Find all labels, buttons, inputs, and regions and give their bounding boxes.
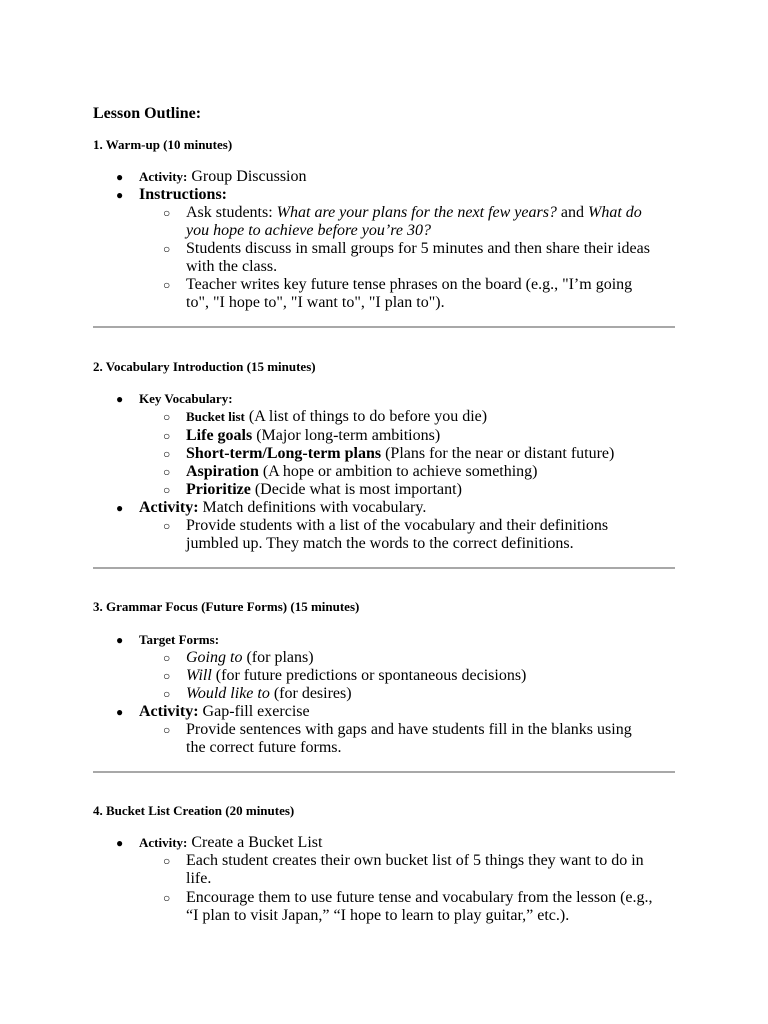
- bullet-icon: ●: [116, 836, 124, 850]
- s3-activity-detail-cont: the correct future forms.: [186, 739, 342, 756]
- bullet-icon: ●: [116, 170, 124, 184]
- vocab-item: Short-term/Long-term plans (Plans for the near or distant future): [186, 445, 615, 462]
- s1-instruction-3-cont: to", "I hope to", "I want to", "I plan to").: [186, 294, 445, 311]
- vocab-item: Life goals (Major long-term ambitions): [186, 427, 441, 444]
- circle-bullet-icon: ○: [163, 278, 171, 292]
- section-3-title: 3. Grammar Focus (Future Forms) (15 minutes): [93, 599, 360, 614]
- circle-bullet-icon: ○: [163, 429, 171, 443]
- s1-instruction-2-cont: with the class.: [186, 258, 278, 275]
- circle-bullet-icon: ○: [163, 410, 171, 424]
- s1-instruction-1-cont: you hope to achieve before you’re 30?: [186, 222, 431, 239]
- s1-instruction-3: Teacher writes key future tense phrases on the board (e.g., "I’m going: [186, 276, 633, 293]
- form-item: Will (for future predictions or spontaneous decisions): [186, 667, 527, 684]
- bullet-icon: ●: [116, 392, 124, 406]
- circle-bullet-icon: ○: [163, 723, 171, 737]
- bullet-icon: ●: [116, 705, 124, 719]
- circle-bullet-icon: ○: [163, 447, 171, 461]
- bullet-icon: ●: [116, 188, 124, 202]
- s4-activity: Activity: Create a Bucket List: [139, 834, 323, 851]
- form-item: Would like to (for desires): [186, 685, 352, 702]
- section-2-title: 2. Vocabulary Introduction (15 minutes): [93, 359, 316, 374]
- s4-detail-1-cont: life.: [186, 870, 212, 887]
- form-item: Going to (for plans): [186, 649, 314, 666]
- section-divider: [93, 771, 675, 773]
- s4-detail-1: Each student creates their own bucket list of 5 things they want to do in: [186, 852, 644, 869]
- section-4-title: 4. Bucket List Creation (20 minutes): [93, 803, 295, 818]
- s4-detail-2-cont: “I plan to visit Japan,” “I hope to learn to play guitar,” etc.).: [186, 907, 570, 924]
- s3-target-forms-label: Target Forms:: [139, 632, 220, 647]
- s4-detail-2: Encourage them to use future tense and vocabulary from the lesson (e.g.,: [186, 889, 653, 906]
- circle-bullet-icon: ○: [163, 669, 171, 683]
- s1-activity: Activity: Group Discussion: [139, 168, 307, 185]
- circle-bullet-icon: ○: [163, 651, 171, 665]
- circle-bullet-icon: ○: [163, 854, 171, 868]
- circle-bullet-icon: ○: [163, 242, 171, 256]
- circle-bullet-icon: ○: [163, 206, 171, 220]
- s2-key-vocab-label: Key Vocabulary:: [139, 391, 233, 406]
- circle-bullet-icon: ○: [163, 891, 171, 905]
- s1-instructions-label: Instructions:: [139, 186, 228, 203]
- s2-activity-detail: Provide students with a list of the vocabulary and their definitions: [186, 517, 609, 534]
- circle-bullet-icon: ○: [163, 519, 171, 533]
- outline-heading: Lesson Outline:: [93, 105, 202, 122]
- s1-instruction-2: Students discuss in small groups for 5 minutes and then share their ideas: [186, 240, 650, 257]
- section-divider: [93, 567, 675, 569]
- s3-activity: Activity: Gap-fill exercise: [139, 703, 310, 720]
- circle-bullet-icon: ○: [163, 465, 171, 479]
- bullet-icon: ●: [116, 633, 124, 647]
- s3-activity-detail: Provide sentences with gaps and have students fill in the blanks using: [186, 721, 632, 738]
- circle-bullet-icon: ○: [163, 687, 171, 701]
- s2-activity: Activity: Match definitions with vocabulary.: [139, 499, 427, 516]
- bullet-icon: ●: [116, 501, 124, 515]
- circle-bullet-icon: ○: [163, 483, 171, 497]
- vocab-item: Aspiration (A hope or ambition to achieve something): [186, 463, 538, 480]
- section-1-title: 1. Warm-up (10 minutes): [93, 137, 233, 152]
- vocab-item: Bucket list (A list of things to do before you die): [186, 408, 488, 425]
- vocab-item: Prioritize (Decide what is most important): [186, 481, 462, 498]
- section-divider: [93, 326, 675, 328]
- s1-instruction-1: Ask students: What are your plans for the next few years? and What do: [186, 204, 642, 221]
- s2-activity-detail-cont: jumbled up. They match the words to the correct definitions.: [186, 535, 574, 552]
